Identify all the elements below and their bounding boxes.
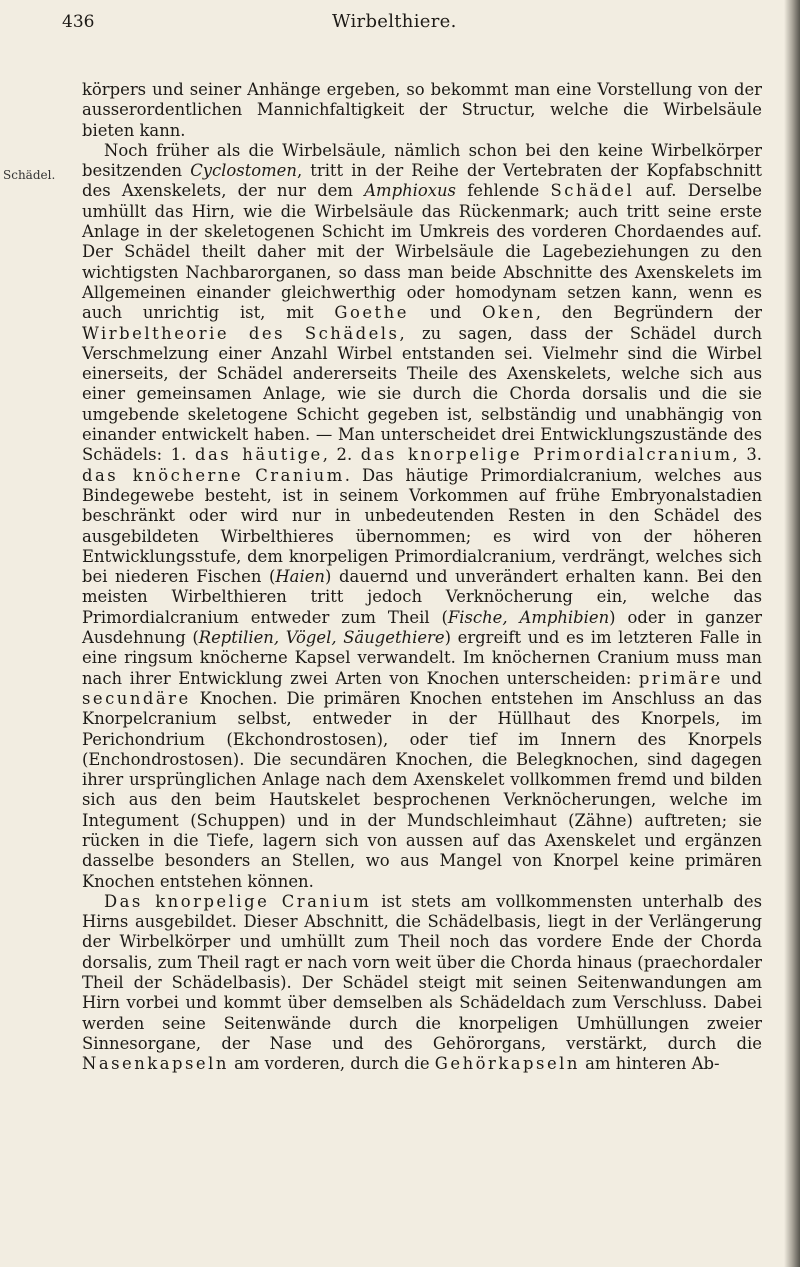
- page-number: 436: [62, 12, 95, 32]
- paragraph-1: körpers und seiner Anhänge ergeben, so bekommt man eine Vorstellung von der ausserordentlichen Mannichfaltigkeit der Structur, welche die Wirbelsäule bieten kann.: [82, 80, 762, 140]
- page-header: [0, 6, 800, 34]
- margin-note: Schädel.: [3, 168, 56, 182]
- running-title: Wirbelthiere.: [332, 11, 457, 32]
- paragraph-3: Das knorpelige Cranium ist stets am vollkommensten unterhalb des Hirns ausgebildet. Dieser Abschnitt, die Schädelbasis, liegt in der Verlängerung der Wirbelkörper und umhüllt zum Theil noch das vordere Ende der Chorda dorsalis, zum Theil ragt er nach vorn weit über die Chorda hinaus (praechordaler Theil der Schädelbasis). Der Schädel steigt mit seinen Seitenwandungen am Hirn vorbei und kommt über demselben als Schädeldach zum Verschluss. Dabei werden seine Seitenwände durch die knorpeligen Umhüllungen zweier Sinnesorgane, der Nase und des Gehörorgans, verstärkt, durch die Nasenkapseln am vorderen, durch die Gehörkapseln am hinteren Ab-: [82, 891, 762, 1074]
- paragraph-2: Noch früher als die Wirbelsäule, nämlich schon bei den keine Wirbelkörper besitzenden Cyclostomen, tritt in der Reihe der Vertebraten der Kopfabschnitt des Axenskelets, der nur dem Amphioxus fehlende Schädel auf. Derselbe umhüllt das Hirn, wie die Wirbelsäule das Rückenmark; auch tritt seine erste Anlage in der skeletogenen Schicht im Umkreis des vorderen Chordaendes auf. Der Schädel theilt daher mit der Wirbelsäule die Lagebeziehungen zu den wichtigsten Nachbarorganen, so dass man beide Abschnitte des Axenskelets im Allgemeinen einander gleichwerthig oder homodynam setzen kann, wenn es auch unrichtig ist, mit Goethe und Oken, den Begründern der Wirbeltheorie des Schädels, zu sagen, dass der Schädel durch Verschmelzung einer Anzahl Wirbel entstanden sei. Vielmehr sind die Wirbel einerseits, der Schädel andererseits Theile des Axenskelets, welche sich aus einer gemeinsamen Anlage, wie sie durch die Chorda dorsalis und die sie umgebende skeletogene Schicht gegeben ist, selbständig und unabhängig von einander entwickelt haben. — Man unterscheidet drei Entwicklungszustände des Schädels: 1. das häutige, 2. das knorpelige Primordialcranium, 3. das knöcherne Cranium. Das häutige Primordialcranium, welches aus Bindegewebe besteht, ist in seinem Vorkommen auf frühe Embryonalstadien beschränkt oder wird nur in unbedeutenden Resten in den Schädel des ausgebildeten Wirbelthieres übernommen; es wird von der höheren Entwicklungsstufe, dem knorpeligen Primordialcranium, verdrängt, welches sich bei niederen Fischen (Haien) dauernd und unverändert erhalten kann. Bei den meisten Wirbelthieren tritt jedoch Verknöcherung ein, welche das Primordialcranium entweder zum Theil (Fische, Amphibien) oder in ganzer Ausdehnung (Reptilien, Vögel, Säugethiere) ergreift und es im letzteren Falle in eine ringsum knöcherne Kapsel verwandelt. Im knöchernen Cranium muss man nach ihrer Entwicklung zwei Arten von Knochen unterscheiden: primäre und secundäre Knochen. Die primären Knochen entstehen im Anschluss an das Knorpelcranium selbst, entweder in der Hüllhaut des Knorpels, im Perichondrium (Ekchondrostosen), oder tief im Innern des Knorpels (Enchondrostosen). Die secundären Knochen, die Belegknochen, sind dagegen ihrer ursprünglichen Anlage nach dem Axenskelet vollkommen fremd und bilden sich aus den beim Hautskelet besprochenen Verknöcherungen, welche im Integument (Schuppen) und in der Mundschleimhaut (Zähne) auftreten; sie rücken in die Tiefe, lagern sich von aussen auf das Axenskelet und ergänzen dasselbe besonders an Stellen, wo aus Mangel von Knorpel keine primären Knochen entstehen können.: [82, 140, 763, 891]
- page-edge-shadow: [784, 0, 800, 1267]
- body-text: [82, 80, 762, 1075]
